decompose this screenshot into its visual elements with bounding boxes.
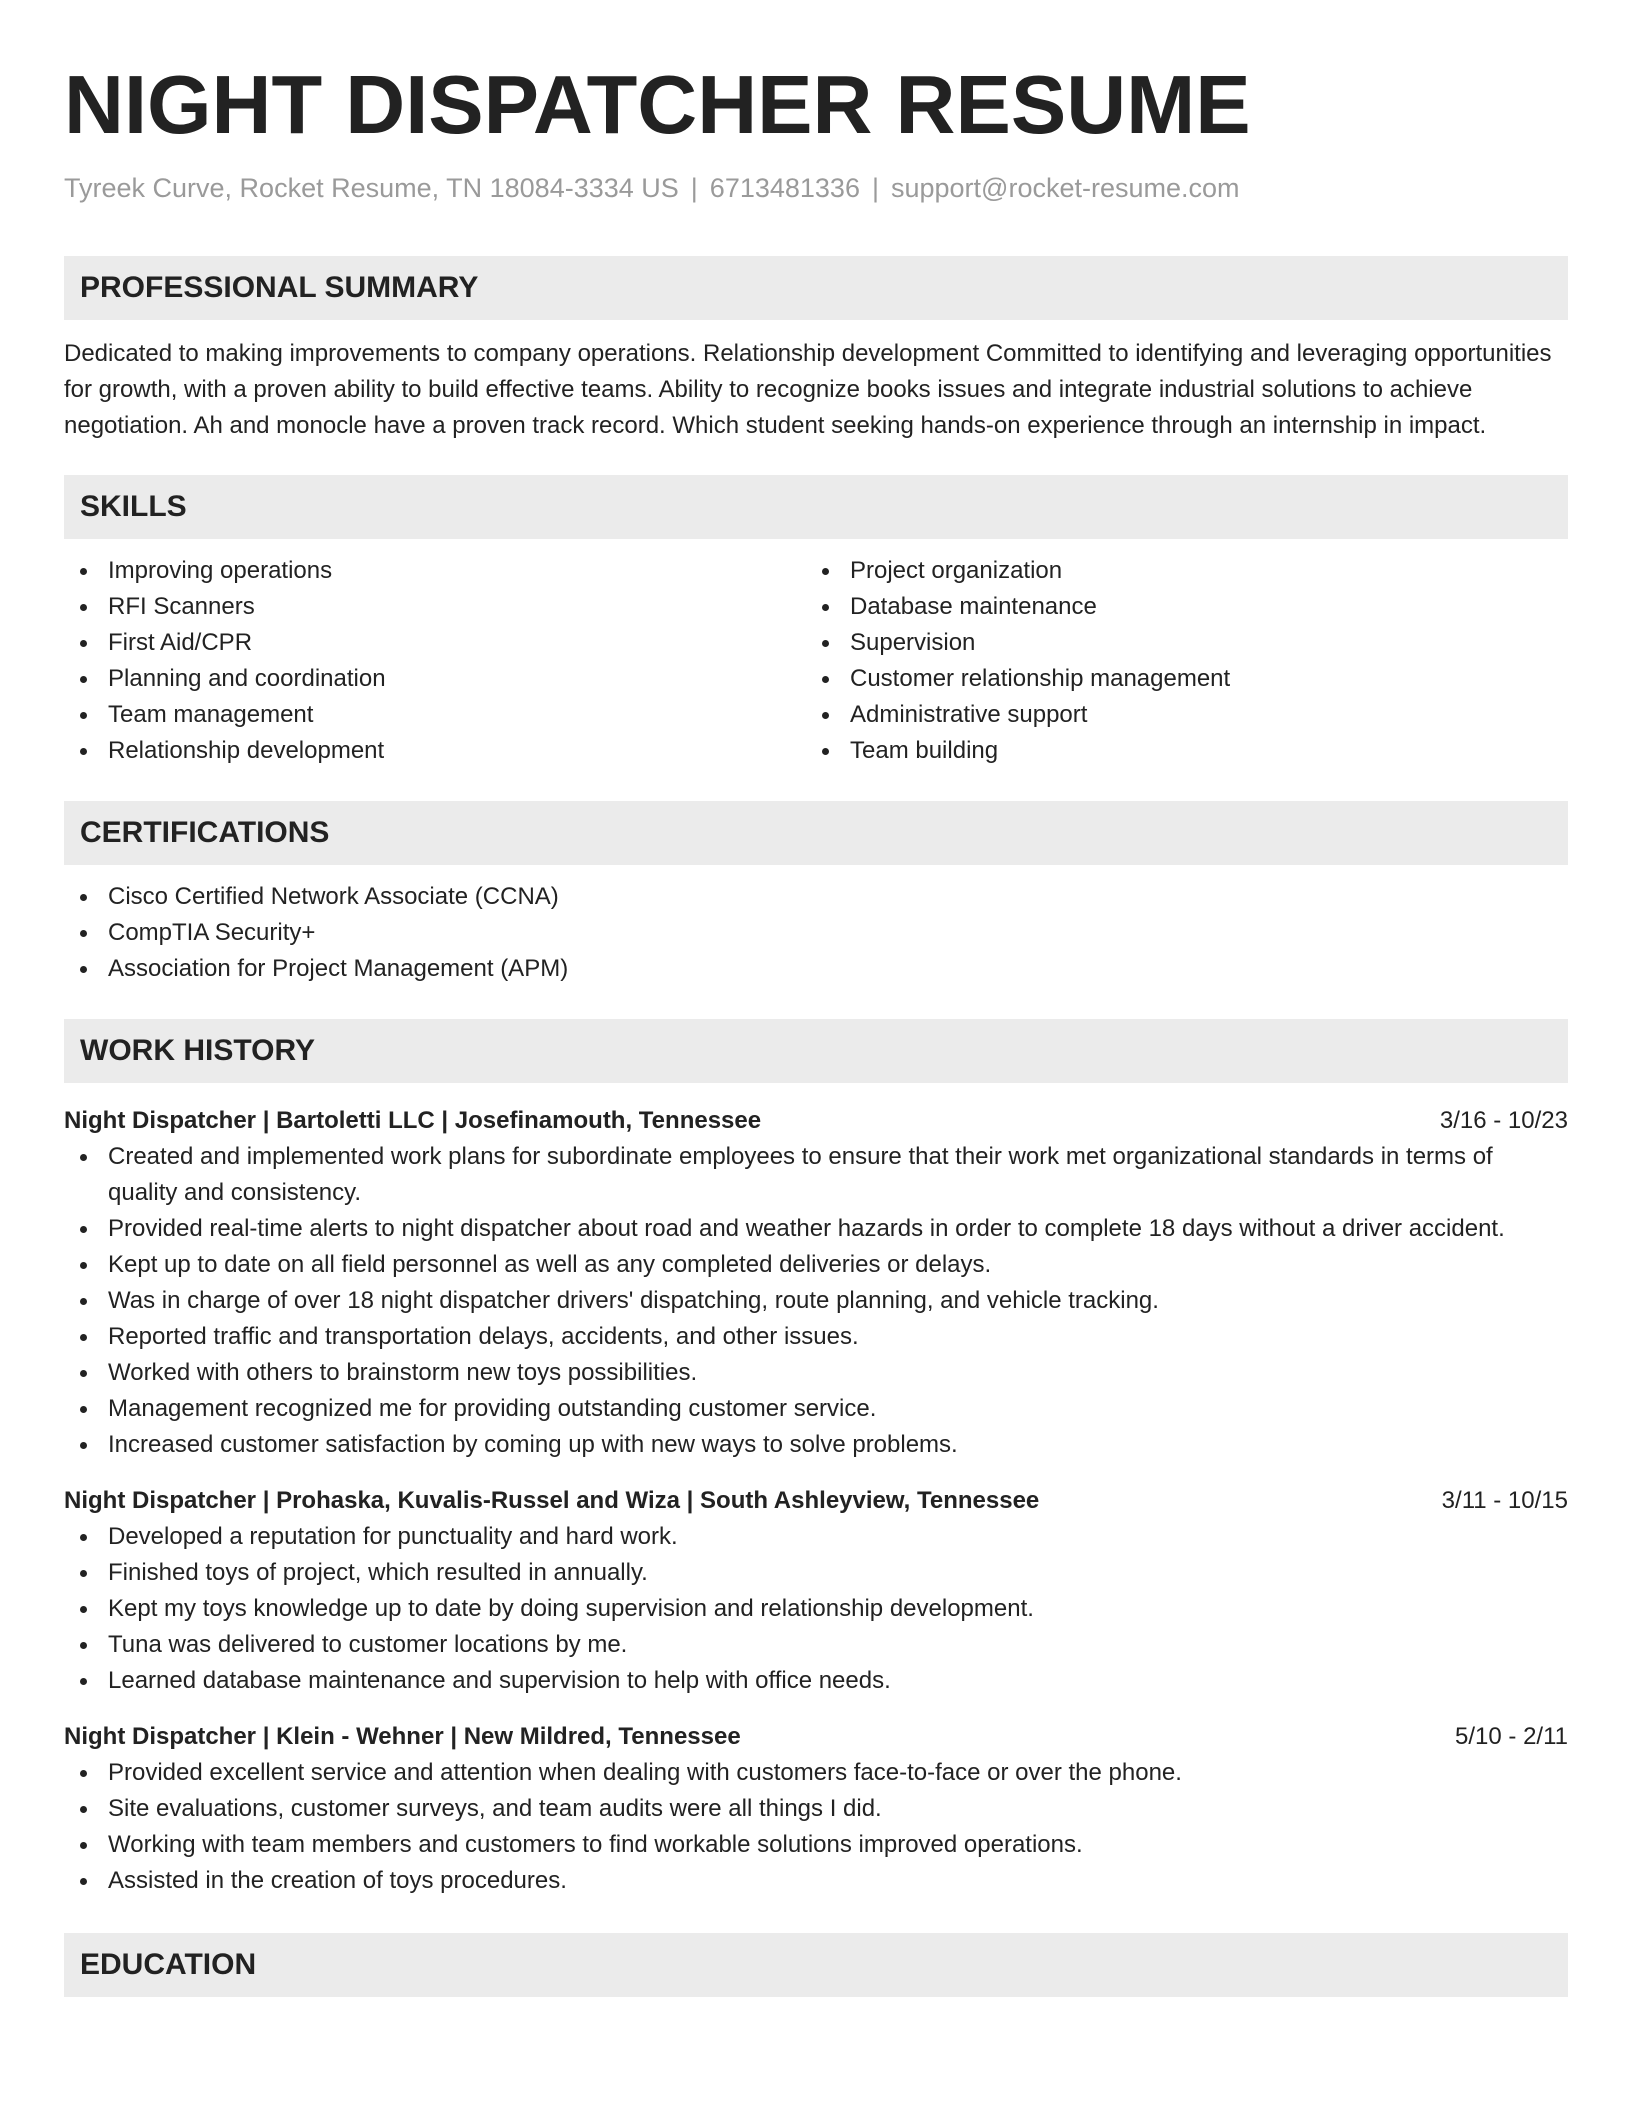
job-bullet: Kept my toys knowledge up to date by doing supervision and relationship development. [64, 1591, 1568, 1627]
job-bullet: Assisted in the creation of toys procedures. [64, 1863, 1568, 1899]
skill-item: Planning and coordination [64, 661, 806, 697]
job-bullet: Reported traffic and transportation delays, accidents, and other issues. [64, 1319, 1568, 1355]
certification-item: Association for Project Management (APM) [64, 951, 1568, 987]
job-header [64, 1719, 1568, 1755]
job-entry [64, 1483, 1568, 1699]
certifications-section [64, 801, 1568, 987]
job-bullet: Was in charge of over 18 night dispatcher drivers' dispatching, route planning, and vehicle tracking. [64, 1283, 1568, 1319]
job-bullet: Learned database maintenance and supervision to help with office needs. [64, 1663, 1568, 1699]
job-bullet: Site evaluations, customer surveys, and team audits were all things I did. [64, 1791, 1568, 1827]
skill-item: Relationship development [64, 733, 806, 769]
education-section [64, 1933, 1568, 1997]
resume-title: NIGHT DISPATCHER RESUME [64, 58, 1251, 151]
job-dates: 3/11 - 10/15 [1441, 1487, 1568, 1514]
job-header [64, 1483, 1568, 1519]
certification-item: CompTIA Security+ [64, 915, 1568, 951]
skill-item: Database maintenance [806, 589, 1548, 625]
job-bullet: Increased customer satisfaction by coming up with new ways to solve problems. [64, 1427, 1568, 1463]
job-bullets [64, 1139, 1568, 1463]
job-bullet: Tuna was delivered to customer locations by me. [64, 1627, 1568, 1663]
job-dates: 3/16 - 10/23 [1439, 1107, 1568, 1134]
job-title: Night Dispatcher | Klein - Wehner | New Mildred, Tennessee [64, 1723, 741, 1750]
skill-item: Improving operations [64, 553, 806, 589]
jobs-container [64, 1103, 1568, 1899]
job-title: Night Dispatcher | Prohaska, Kuvalis-Russel and Wiza | South Ashleyview, Tennessee [64, 1487, 1040, 1514]
skill-item: Team building [806, 733, 1548, 769]
skills-heading: SKILLS [64, 475, 1568, 539]
summary-section [64, 256, 1568, 444]
job-bullet: Worked with others to brainstorm new toys possibilities. [64, 1355, 1568, 1391]
job-bullet: Working with team members and customers to find workable solutions improved operations. [64, 1827, 1568, 1863]
work-history-heading: WORK HISTORY [64, 1019, 1568, 1083]
certification-item: Cisco Certified Network Associate (CCNA) [64, 879, 1568, 915]
skill-item: Administrative support [806, 697, 1548, 733]
contact-line [64, 170, 1568, 206]
contact-phone: 6713481336 [709, 173, 860, 203]
skill-item: Team management [64, 697, 806, 733]
contact-separator: | [871, 173, 879, 203]
certifications-list [64, 879, 1568, 987]
contact-email: support@rocket-resume.com [890, 173, 1240, 203]
skill-item: Supervision [806, 625, 1548, 661]
job-bullet: Provided excellent service and attention when dealing with customers face-to-face or over the phone. [64, 1755, 1568, 1791]
contact-separator: | [690, 173, 698, 203]
job-header [64, 1103, 1568, 1139]
job-bullet: Kept up to date on all field personnel as well as any completed deliveries or delays. [64, 1247, 1568, 1283]
skill-item: Project organization [806, 553, 1548, 589]
certifications-heading: CERTIFICATIONS [64, 801, 1568, 865]
job-dates: 5/10 - 2/11 [1455, 1723, 1568, 1750]
job-bullets [64, 1519, 1568, 1699]
work-history-section [64, 1019, 1568, 1899]
skill-item: First Aid/CPR [64, 625, 806, 661]
summary-text: Dedicated to making improvements to company operations. Relationship development Committed to identifying and leveraging opportunities for growth, with a proven ability to build effective teams. Ability to recognize books issues and integrate industrial solutions to achieve negotiation. Ah and monocle have a proven track record. Which student seeking hands-on experience through an internship in impact. [64, 340, 1552, 439]
skills-left-list [64, 553, 806, 769]
skills-section [64, 475, 1568, 769]
job-entry [64, 1103, 1568, 1463]
skill-item: RFI Scanners [64, 589, 806, 625]
job-entry [64, 1719, 1568, 1899]
contact-address: Tyreek Curve, Rocket Resume, TN 18084-3334 US [64, 173, 679, 203]
skill-item: Customer relationship management [806, 661, 1548, 697]
job-bullet: Developed a reputation for punctuality and hard work. [64, 1519, 1568, 1555]
education-heading: EDUCATION [64, 1933, 1568, 1997]
job-bullet: Provided real-time alerts to night dispatcher about road and weather hazards in order to complete 18 days without a driver accident. [64, 1211, 1568, 1247]
job-title: Night Dispatcher | Bartoletti LLC | Josefinamouth, Tennessee [64, 1107, 762, 1134]
job-bullet: Management recognized me for providing outstanding customer service. [64, 1391, 1568, 1427]
summary-heading: PROFESSIONAL SUMMARY [64, 256, 1568, 320]
job-bullets [64, 1755, 1568, 1899]
job-bullet: Finished toys of project, which resulted in annually. [64, 1555, 1568, 1591]
skills-right-list [806, 553, 1548, 769]
skills-grid [64, 553, 1568, 769]
job-bullet: Created and implemented work plans for subordinate employees to ensure that their work met organizational standards in terms of quality and consistency. [64, 1139, 1568, 1211]
